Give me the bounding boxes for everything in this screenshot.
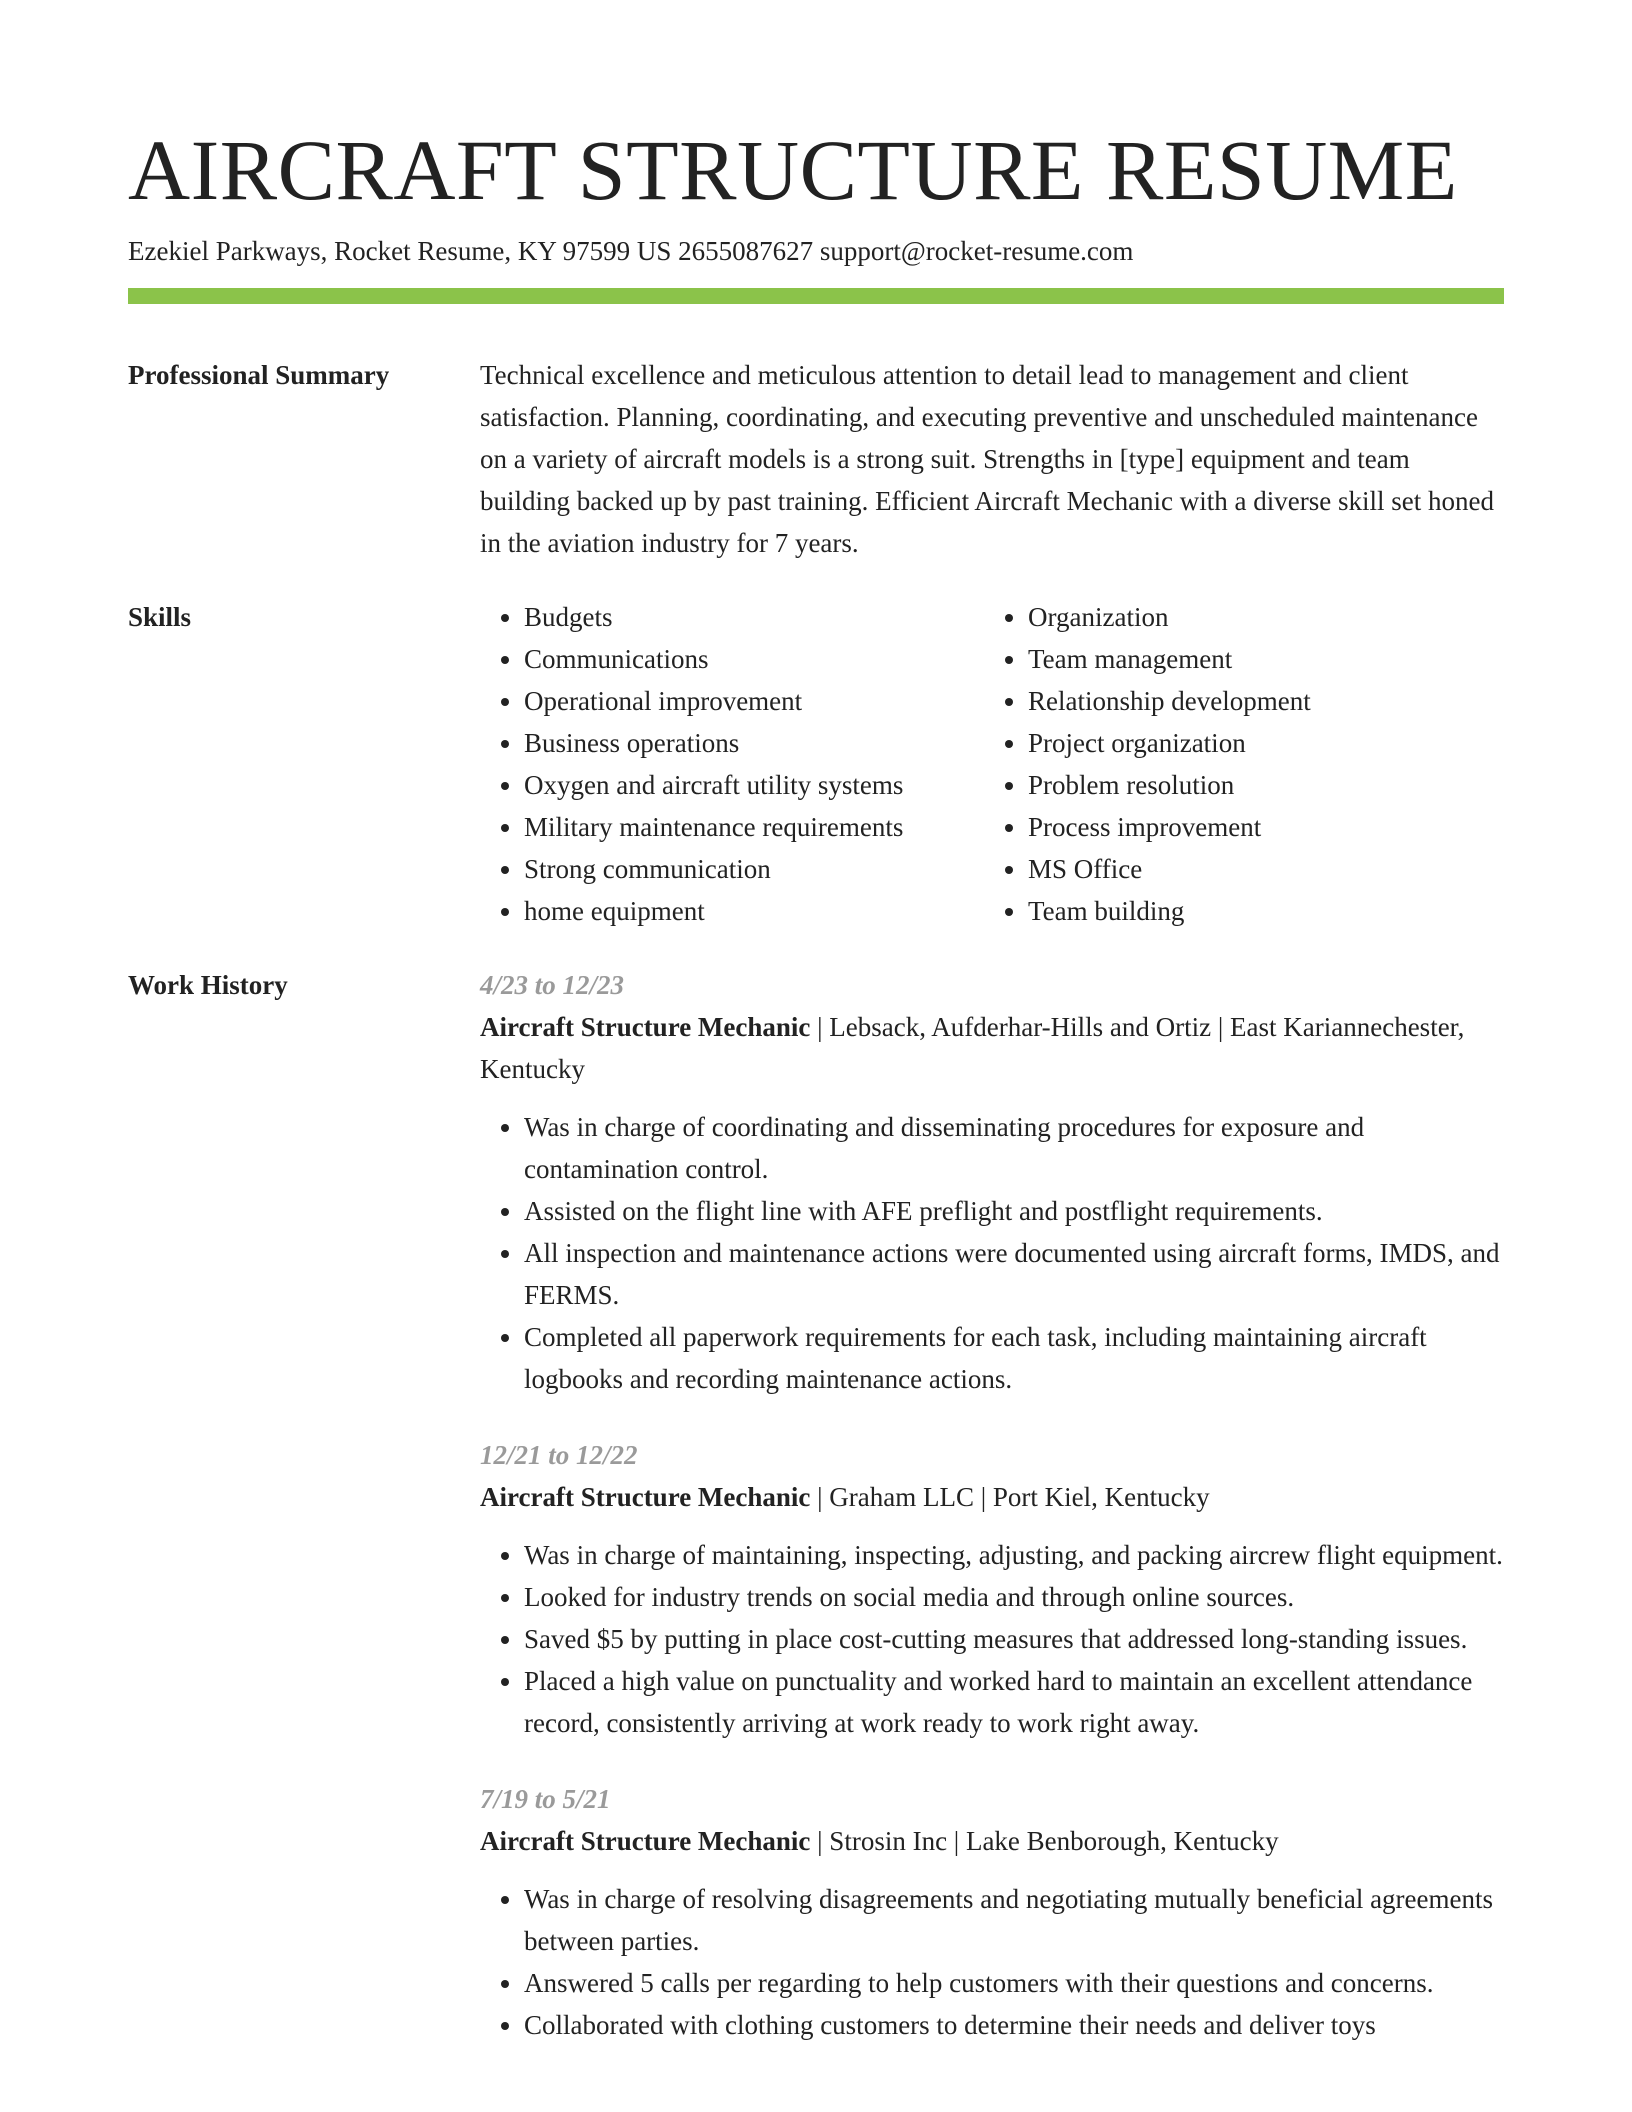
header-divider (128, 288, 1504, 304)
skill-item: • Business operations (524, 722, 984, 764)
job-bullet: • Was in charge of coordinating and disseminating procedures for exposure and contamination control. (524, 1106, 1504, 1190)
skill-item: • Operational improvement (524, 680, 984, 722)
job-dates: 4/23 to 12/23 (480, 970, 625, 1000)
job-heading (480, 1820, 1504, 1862)
skills-section (128, 596, 1504, 932)
section-heading-summary: Professional Summary (128, 360, 390, 390)
job-entry (480, 1434, 1504, 1744)
skill-item: • Oxygen and aircraft utility systems (524, 764, 984, 806)
skill-item: • home equipment (524, 890, 984, 932)
job-bullet: • Was in charge of maintaining, inspecting, adjusting, and packing aircrew flight equipment. (524, 1534, 1504, 1576)
job-bullet: • All inspection and maintenance actions were documented using aircraft forms, IMDS, and FERMS. (524, 1232, 1504, 1316)
job-bullet: • Assisted on the flight line with AFE preflight and postflight requirements. (524, 1190, 1504, 1232)
job-bullets (480, 1534, 1504, 1744)
skill-item: • Relationship development (1028, 680, 1488, 722)
skill-item: • Process improvement (1028, 806, 1488, 848)
job-details: | Lebsack, Aufderhar-Hills and Ortiz | East Kariannechester, Kentucky (480, 1012, 1465, 1084)
work-history-body (480, 964, 1504, 2046)
job-heading (480, 1476, 1504, 1518)
job-details: | Graham LLC | Port Kiel, Kentucky (810, 1482, 1210, 1512)
job-heading (480, 1006, 1504, 1090)
section-heading-skills: Skills (128, 602, 192, 632)
job-bullet: • Looked for industry trends on social media and through online sources. (524, 1576, 1504, 1618)
skills-list-right (984, 596, 1488, 932)
contact-line: Ezekiel Parkways, Rocket Resume, KY 97599 US 2655087627 support@rocket-resume.com (128, 236, 1134, 266)
skill-item: • Problem resolution (1028, 764, 1488, 806)
section-heading-work-history: Work History (128, 970, 288, 1000)
job-bullets (480, 1878, 1504, 2046)
job-entry (480, 1778, 1504, 2046)
job-details: | Strosin Inc | Lake Benborough, Kentucky (810, 1826, 1279, 1856)
job-dates: 7/19 to 5/21 (480, 1784, 611, 1814)
skill-item: • Team management (1028, 638, 1488, 680)
job-title: Aircraft Structure Mechanic (480, 1482, 811, 1512)
skill-item: • Project organization (1028, 722, 1488, 764)
skill-item: • Organization (1028, 596, 1488, 638)
resume-title: AIRCRAFT STRUCTURE RESUME (128, 122, 1458, 218)
summary-section (128, 354, 1504, 564)
job-bullets (480, 1106, 1504, 1400)
skill-item: • Military maintenance requirements (524, 806, 984, 848)
resume-page (128, 0, 1504, 2046)
work-history-section (128, 964, 1504, 2046)
job-bullet: • Saved $5 by putting in place cost-cutting measures that addressed long-standing issues. (524, 1618, 1504, 1660)
job-entry (480, 964, 1504, 1400)
job-dates: 12/21 to 12/22 (480, 1440, 638, 1470)
job-bullet: • Collaborated with clothing customers to determine their needs and deliver toys (524, 2004, 1504, 2046)
skill-item: • Communications (524, 638, 984, 680)
skills-columns (480, 596, 1504, 932)
skill-item: • Budgets (524, 596, 984, 638)
skill-item: • Strong communication (524, 848, 984, 890)
job-bullet: • Answered 5 calls per regarding to help customers with their questions and concerns. (524, 1962, 1504, 2004)
job-bullet: • Was in charge of resolving disagreements and negotiating mutually beneficial agreements between parties. (524, 1878, 1504, 1962)
job-bullet: • Completed all paperwork requirements for each task, including maintaining aircraft logbooks and recording maintenance actions. (524, 1316, 1504, 1400)
skill-item: • Team building (1028, 890, 1488, 932)
job-title: Aircraft Structure Mechanic (480, 1012, 811, 1042)
job-title: Aircraft Structure Mechanic (480, 1826, 811, 1856)
skill-item: • MS Office (1028, 848, 1488, 890)
job-bullet: • Placed a high value on punctuality and worked hard to maintain an excellent attendance record, consistently arriving at work ready to work right away. (524, 1660, 1504, 1744)
skills-list-left (480, 596, 984, 932)
summary-text: Technical excellence and meticulous attention to detail lead to management and client satisfaction. Planning, coordinating, and executing preventive and unscheduled maintenance on a variety of aircraft models is a strong suit. Strengths in [type] equipment and team building backed up by past training. Efficient Aircraft Mechanic with a diverse skill set honed in the aviation industry for 7 years. (480, 360, 1494, 558)
